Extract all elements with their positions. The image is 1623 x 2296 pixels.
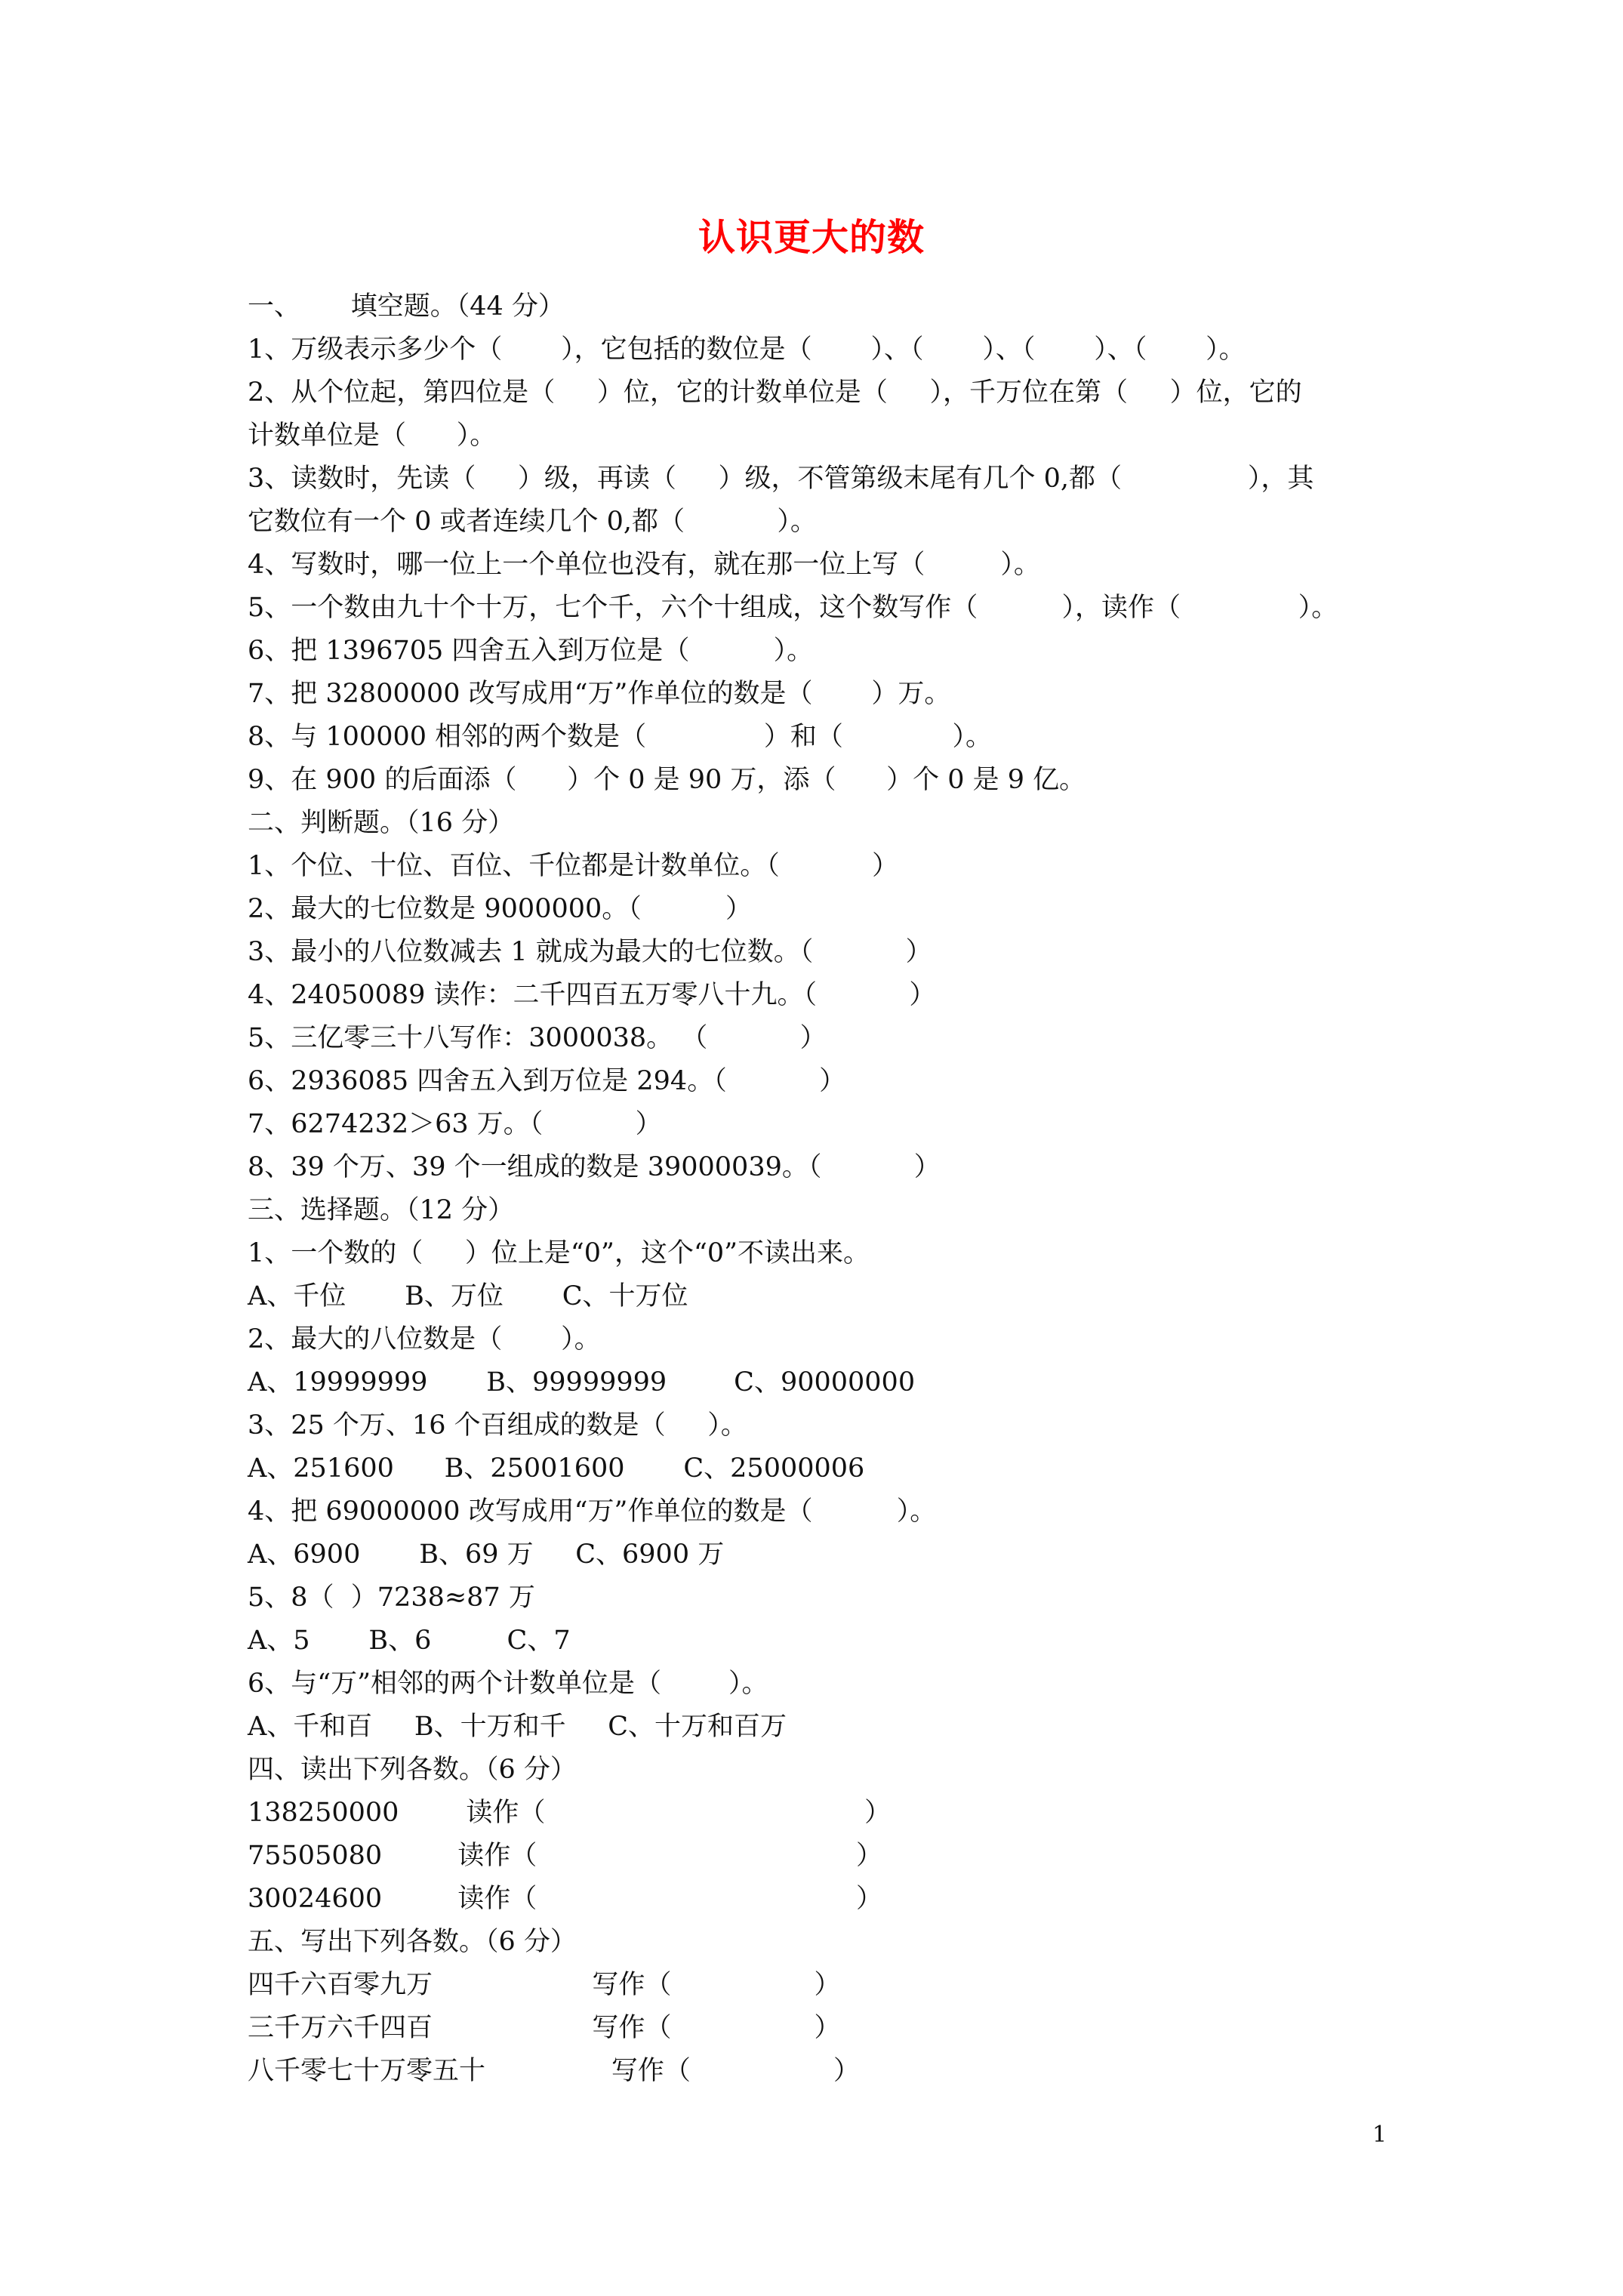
choice-options: A、6900 B、69 万 C、6900 万 xyxy=(248,1539,725,1570)
question-line: 8、39 个万、39 个一组成的数是 39000039。（ ） xyxy=(248,1152,941,1182)
section-heading-fill-in: 一、 填空题。（44 分） xyxy=(248,291,565,322)
question-line: 1、个位、十位、百位、千位都是计数单位。（ ） xyxy=(248,851,899,881)
question-line: 138250000 读作（ ） xyxy=(248,1798,892,1828)
section-heading-write-numbers: 五、写出下列各数。（6 分） xyxy=(248,1927,577,1957)
question-line: 5、三亿零三十八写作：3000038。 （ ） xyxy=(248,1023,827,1053)
choice-options: A、5 B、6 C、7 xyxy=(248,1626,571,1656)
question-line: 5、8（ ）7238≈87 万 xyxy=(248,1583,535,1613)
question-line: 9、在 900 的后面添（ ）个 0 是 90 万，添（ ）个 0 是 9 亿。 xyxy=(248,765,1086,795)
question-line: 四千六百零九万 写作（ ） xyxy=(248,1970,841,2000)
choice-options: A、19999999 B、99999999 C、90000000 xyxy=(248,1367,916,1398)
page-title: 认识更大的数 xyxy=(698,215,925,259)
question-line: 6、把 1396705 四舍五入到万位是（ ）。 xyxy=(248,636,814,666)
question-line: 6、与“万”相邻的两个计数单位是（ ）。 xyxy=(248,1669,768,1699)
question-line: 4、把 69000000 改写成用“万”作单位的数是（ ）。 xyxy=(248,1496,937,1527)
question-line: 三千万六千四百 写作（ ） xyxy=(248,2013,841,2043)
question-line: 它数位有一个 0 或者连续几个 0,都（ ）。 xyxy=(248,507,817,537)
question-line: 7、6274232＞63 万。（ ） xyxy=(248,1109,662,1139)
question-line: 计数单位是（ ）。 xyxy=(248,421,497,451)
page-number: 1 xyxy=(1372,2122,1387,2148)
worksheet-body xyxy=(248,285,1410,2093)
choice-options: A、千和百 B、十万和千 C、十万和百万 xyxy=(248,1712,787,1742)
question-line: 8、与 100000 相邻的两个数是（ ）和（ ）。 xyxy=(248,722,993,752)
question-line: 4、24050089 读作：二千四百五万零八十九。（ ） xyxy=(248,980,936,1010)
choice-options: A、千位 B、万位 C、十万位 xyxy=(248,1281,688,1311)
section-heading-true-false: 二、判断题。（16 分） xyxy=(248,808,515,838)
choice-options: A、251600 B、25001600 C、25000006 xyxy=(248,1453,865,1484)
question-line: 八千零七十万零五十 写作（ ） xyxy=(248,2056,861,2086)
question-line: 75505080 读作（ ） xyxy=(248,1841,883,1871)
question-line: 5、一个数由九十个十万，七个千，六个十组成，这个数写作（ ），读作（ ）。 xyxy=(248,593,1338,623)
question-line: 4、写数时，哪一位上一个单位也没有，就在那一位上写（ ）。 xyxy=(248,550,1040,580)
question-line: 2、最大的八位数是（ ）。 xyxy=(248,1324,601,1354)
question-line: 1、万级表示多少个（ ），它包括的数位是（ ）、（ ）、（ ）、（ ）。 xyxy=(248,334,1246,365)
question-line: 3、最小的八位数减去 1 就成为最大的七位数。（ ） xyxy=(248,937,932,967)
question-line: 30024600 读作（ ） xyxy=(248,1884,883,1914)
question-line: 2、从个位起，第四位是（ ）位，它的计数单位是（ ），千万位在第（ ）位，它的 xyxy=(248,378,1302,408)
question-line: 1、一个数的（ ）位上是“0”，这个“0”不读出来。 xyxy=(248,1238,870,1268)
question-line: 6、2936085 四舍五入到万位是 294。（ ） xyxy=(248,1066,846,1096)
question-line: 3、读数时，先读（ ）级，再读（ ）级，不管第级末尾有几个 0,都（ ），其 xyxy=(248,464,1314,494)
section-heading-read-numbers: 四、读出下列各数。（6 分） xyxy=(248,1755,577,1785)
section-heading-multiple-choice: 三、选择题。（12 分） xyxy=(248,1195,515,1225)
question-line: 2、最大的七位数是 9000000。（ ） xyxy=(248,894,753,924)
question-line: 7、把 32800000 改写成用“万”作单位的数是（ ）万。 xyxy=(248,679,951,709)
question-line: 3、25 个万、16 个百组成的数是（ ）。 xyxy=(248,1410,747,1441)
